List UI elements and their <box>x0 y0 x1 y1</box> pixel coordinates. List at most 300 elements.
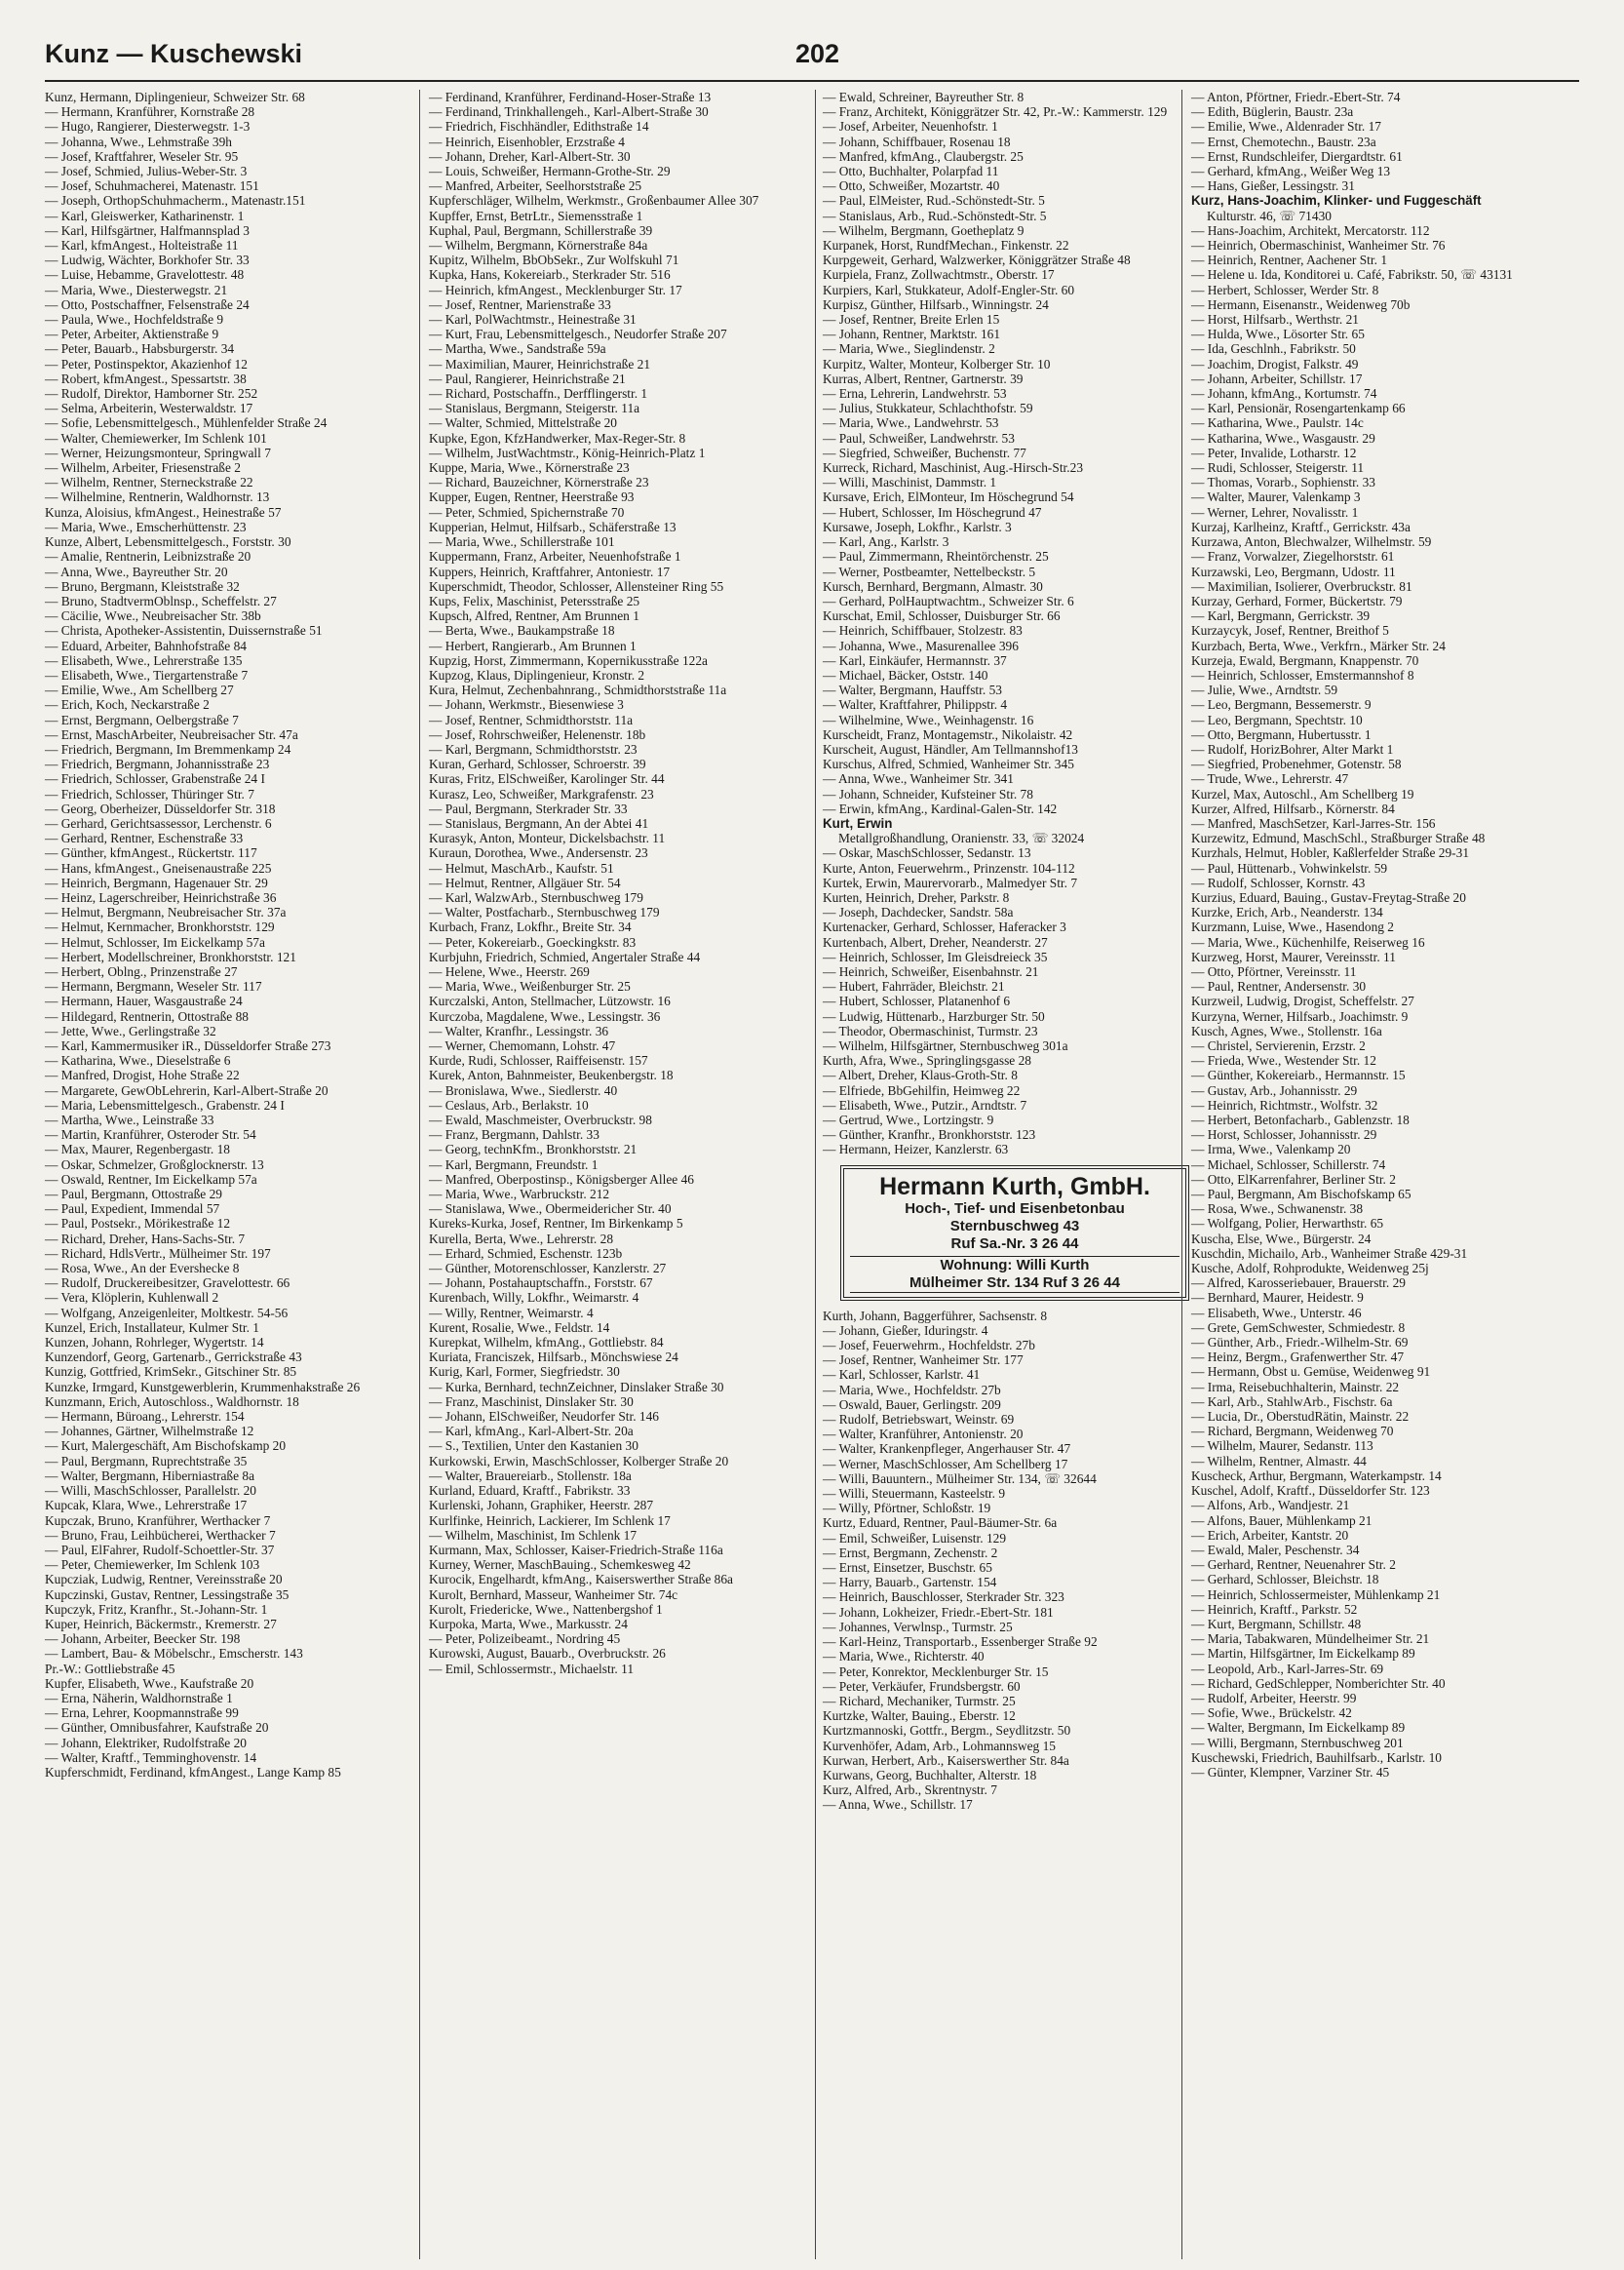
list-item: — Hermann, Büroang., Lehrerstr. 154 <box>45 1409 245 1425</box>
list-item: — Heinrich, Obermaschinist, Wanheimer Str. 76 <box>1191 238 1446 254</box>
list-item: — Paul, Schweißer, Landwehrstr. 53 <box>823 430 1015 446</box>
list-item: — Karl, WalzwArb., Sternbuschweg 179 <box>429 889 643 905</box>
list-item: — Erhard, Schmied, Eschenstr. 123b <box>429 1245 623 1261</box>
list-item: — Karl, Ang., Karlstr. 3 <box>823 534 949 550</box>
list-item: Kurzaycyk, Josef, Rentner, Breithof 5 <box>1191 623 1389 639</box>
list-item: Kurek, Anton, Bahnmeister, Beukenbergstr. 18 <box>429 1068 674 1083</box>
list-item: — Herbert, Rangierarb., Am Brunnen 1 <box>429 638 637 653</box>
list-item: — Heinrich, Eisenhobler, Erzstraße 4 <box>429 134 625 149</box>
list-item: — Günter, Klempner, Varziner Str. 45 <box>1191 1764 1390 1780</box>
list-item: — Hubert, Schlosser, Im Höschegrund 47 <box>823 504 1042 520</box>
list-item: Kunzig, Gottfried, KrimSekr., Gitschiner Str. 85 <box>45 1364 297 1380</box>
list-item: — Manfred, Arbeiter, Seelhorststraße 25 <box>429 178 642 194</box>
column-3-part-c <box>823 1309 1197 1813</box>
list-item: — Frieda, Wwe., Westender Str. 12 <box>1191 1053 1376 1069</box>
list-item: — Elisabeth, Wwe., Lehrerstraße 135 <box>45 652 243 668</box>
list-item: Kurtenacker, Gerhard, Schlosser, Haferacker 3 <box>823 920 1066 935</box>
list-item: — Karl-Heinz, Transportarb., Essenberger Straße 92 <box>823 1634 1098 1650</box>
list-item: Kuschewski, Friedrich, Bauhilfsarb., Karlstr. 10 <box>1191 1749 1442 1765</box>
list-item: — Heinz, Bergm., Grafenwerther Str. 47 <box>1191 1350 1405 1365</box>
list-item: Kuriata, Franciszek, Hilfsarb., Mönchswiese 24 <box>429 1350 678 1365</box>
list-item: — Johann, Rentner, Marktstr. 161 <box>823 327 1001 342</box>
list-item: — Ernst, Rundschleifer, Diergardtstr. 61 <box>1191 148 1403 164</box>
list-item: — Heinrich, Rentner, Aachener Str. 1 <box>1191 253 1388 268</box>
list-item: — Cäcilie, Wwe., Neubreisacher Str. 38b <box>45 608 261 624</box>
list-item: — Günther, kfmAngest., Rückertstr. 117 <box>45 845 257 861</box>
list-item: — Maria, Wwe., Warbruckstr. 212 <box>429 1187 610 1202</box>
list-item: Kurtzmannoski, Gottfr., Bergm., Seydlitzstr. 50 <box>823 1723 1071 1739</box>
list-item: — Maria, Wwe., Emscherhüttenstr. 23 <box>45 519 247 534</box>
list-item: Kurasyk, Anton, Monteur, Dickelsbachstr. 11 <box>429 831 666 846</box>
list-item: Kurig, Karl, Former, Siegfriedstr. 30 <box>429 1364 620 1380</box>
list-item: Kupzig, Horst, Zimmermann, Kopernikusstraße 122a <box>429 652 708 668</box>
list-item: — Walter, Bergmann, Hauffstr. 53 <box>823 683 1002 698</box>
list-item: — Ludwig, Hüttenarb., Harzburger Str. 50 <box>823 1008 1045 1024</box>
list-item: — Otto, Bergmann, Hubertusstr. 1 <box>1191 726 1372 742</box>
list-item: Kurlfinke, Heinrich, Lackierer, Im Schlenk 17 <box>429 1512 671 1528</box>
list-item: — Stanislawa, Wwe., Obermeidericher Str. 40 <box>429 1201 672 1217</box>
list-item: Kurscheidt, Franz, Montagemstr., Nikolaistr. 42 <box>823 726 1073 742</box>
list-item: — Paula, Wwe., Hochfeldstraße 9 <box>45 312 224 328</box>
list-item: Kurocik, Engelhardt, kfmAng., Kaiserswerther Straße 86a <box>429 1572 733 1587</box>
list-item: — Karl, Hilfsgärtner, Halfmannsplad 3 <box>45 222 250 238</box>
list-item: — Rudolf, Schlosser, Kornstr. 43 <box>1191 875 1366 890</box>
list-item: — Oswald, Rentner, Im Eickelkamp 57a <box>45 1171 257 1187</box>
list-item: — Gerhard, Gerichtsassessor, Lerchenstr. 6 <box>45 815 272 831</box>
list-item: Kuperschmidt, Theodor, Schlosser, Allensteiner Ring 55 <box>429 578 724 594</box>
list-item: — Helmut, Rentner, Allgäuer Str. 54 <box>429 875 621 890</box>
list-item: — Rudi, Schlosser, Steigerstr. 11 <box>1191 460 1365 476</box>
list-item: Kurzhals, Helmut, Hobler, Kaßlerfelder Straße 29-31 <box>1191 845 1470 861</box>
list-item: — Lucia, Dr., OberstudRätin, Mainstr. 22 <box>1191 1409 1410 1425</box>
list-item: — Elisabeth, Wwe., Putzir., Arndtstr. 7 <box>823 1097 1027 1113</box>
list-item: — Margarete, GewObLehrerin, Karl-Albert-Straße 20 <box>45 1082 329 1098</box>
list-item: — Bruno, Bergmann, Kleiststraße 32 <box>45 578 240 594</box>
page-header <box>45 39 1579 82</box>
list-item: Kupzog, Klaus, Diplingenieur, Kronstr. 2 <box>429 667 645 683</box>
list-item: — Peter, Verkäufer, Frundsbergstr. 60 <box>823 1678 1021 1694</box>
list-item: Kurth, Johann, Baggerführer, Sachsenstr. 8 <box>823 1308 1048 1323</box>
list-item: Kupke, Egon, KfzHandwerker, Max-Reger-Str. 8 <box>429 430 686 446</box>
list-item: — Ida, Geschlnh., Fabrikstr. 50 <box>1191 341 1356 357</box>
list-item: Kurzmann, Luise, Wwe., Hasendong 2 <box>1191 920 1394 935</box>
list-item: — Max, Maurer, Regenbergastr. 18 <box>45 1142 230 1157</box>
list-item: — Josef, Rohrschweißer, Helenenstr. 18b <box>429 726 646 742</box>
list-item: — Anton, Pförtner, Friedr.-Ebert-Str. 74 <box>1191 90 1401 104</box>
list-item: Kurpiela, Franz, Zollwachtmstr., Oberstr. 17 <box>823 267 1055 283</box>
list-item: — Josef, Rentner, Marienstraße 33 <box>429 296 611 312</box>
list-item: — Hubert, Fahrräder, Bleichstr. 21 <box>823 979 1005 995</box>
ad-title: Hermann Kurth, GmbH. <box>879 1172 1150 1200</box>
column-divider <box>815 90 816 2259</box>
list-item: — Amalie, Rentnerin, Leibnizstraße 20 <box>45 549 251 565</box>
list-item: — Willi, Bauuntern., Mülheimer Str. 134, ☏ 32644 <box>823 1470 1097 1486</box>
list-item: — Friedrich, Bergmann, Im Bremmenkamp 24 <box>45 741 291 757</box>
list-item: — Paul, Bergmann, Ruprechtstraße 35 <box>45 1453 248 1468</box>
list-item: — Peter, Chemiewerker, Im Schlenk 103 <box>45 1557 260 1573</box>
list-item: — Paul, Hüttenarb., Vohwinkelstr. 59 <box>1191 860 1388 876</box>
list-item: — Maximilian, Isolierer, Overbruckstr. 81 <box>1191 578 1412 594</box>
ad-line: Sternbuschweg 43 <box>949 1217 1080 1234</box>
list-item: — Bronislawa, Wwe., Siedlerstr. 40 <box>429 1082 618 1098</box>
list-item: Kursave, Erich, ElMonteur, Im Höschegrund 54 <box>823 489 1074 505</box>
column-4-part-a <box>1191 90 1581 193</box>
list-item: — Wilhelm, Bergmann, Körnerstraße 84a <box>429 238 648 254</box>
list-item: — Hubert, Schlosser, Platanenhof 6 <box>823 994 1011 1009</box>
list-item: — Richard, HdlsVertr., Mülheimer Str. 197 <box>45 1245 271 1261</box>
list-item: — Michael, Bäcker, Oststr. 140 <box>823 667 988 683</box>
list-item: — Ernst, MaschArbeiter, Neubreisacher Str. 47a <box>45 726 298 742</box>
list-item: — Herbert, Schlosser, Werder Str. 8 <box>1191 282 1379 297</box>
list-item: — Johann, Gießer, Iduringstr. 4 <box>823 1322 988 1338</box>
list-item: Kurzbach, Berta, Wwe., Verkfrn., Märker Str. 24 <box>1191 638 1446 653</box>
list-item: — Günther, Motorenschlosser, Kanzlerstr. 27 <box>429 1261 667 1276</box>
list-item: — Peter, Postinspektor, Akazienhof 12 <box>45 356 248 372</box>
list-item: — Julius, Stukkateur, Schlachthofstr. 59 <box>823 401 1033 416</box>
list-item: — Irma, Reisebuchhalterin, Mainstr. 22 <box>1191 1379 1400 1394</box>
list-item: — Richard, Postschaffn., Derfflingerstr. 1 <box>429 386 648 402</box>
list-item: — Thomas, Vorarb., Sophienstr. 33 <box>1191 475 1375 490</box>
advertisement-box <box>840 1165 1189 1301</box>
list-item: Kurzeja, Ewald, Bergmann, Knappenstr. 70 <box>1191 652 1419 668</box>
list-item: Kunzen, Johann, Rohrleger, Wygertstr. 14 <box>45 1335 264 1350</box>
list-item: Kupferschläger, Wilhelm, Werkmstr., Großenbaumer Allee 307 <box>429 193 759 209</box>
list-item: Kupcziak, Ludwig, Rentner, Vereinsstraße 20 <box>45 1572 283 1587</box>
list-item: — Kurt, Frau, Lebensmittelgesch., Neudorfer Straße 207 <box>429 327 727 342</box>
list-item: — Josef, Feuerwehrm., Hochfeldstr. 27b <box>823 1338 1035 1353</box>
list-item: — Ernst, Chemotechn., Baustr. 23a <box>1191 134 1376 149</box>
list-item: — Walter, Krankenpfleger, Angerhauser Str. 47 <box>823 1441 1071 1457</box>
list-item: — Jette, Wwe., Gerlingstraße 32 <box>45 1023 216 1038</box>
list-item: Kurschus, Alfred, Schmied, Wanheimer Str. 345 <box>823 757 1074 772</box>
list-item: — Irma, Wwe., Valenkamp 20 <box>1191 1142 1351 1157</box>
list-item: — Willi, Bergmann, Sternbuschweg 201 <box>1191 1735 1404 1750</box>
list-item: Kurtenbach, Albert, Dreher, Neanderstr. 27 <box>823 934 1048 950</box>
list-item: — Gerhard, Rentner, Neuenahrer Str. 2 <box>1191 1557 1396 1573</box>
list-item: — Herbert, Betonfacharb., Gablenzstr. 18 <box>1191 1113 1410 1128</box>
list-item: Kuras, Fritz, ElSchweißer, Karolinger Str. 44 <box>429 771 665 787</box>
list-item: — Hans, Gießer, Lessingstr. 31 <box>1191 178 1355 194</box>
list-item: — Katharina, Wwe., Wasgaustr. 29 <box>1191 430 1375 446</box>
list-item: Kuscha, Else, Wwe., Bürgerstr. 24 <box>1191 1231 1372 1246</box>
list-item: — Siegfried, Probenehmer, Gotenstr. 58 <box>1191 757 1402 772</box>
list-item: — Karl, PolWachtmstr., Heinestraße 31 <box>429 312 637 328</box>
list-item: Kunzel, Erich, Installateur, Kulmer Str. 1 <box>45 1319 259 1335</box>
list-item: — Gerhard, Rentner, Eschenstraße 33 <box>45 831 244 846</box>
list-item: — Hermann, Kranführer, Kornstraße 28 <box>45 104 255 120</box>
list-item: Kusch, Agnes, Wwe., Stollenstr. 16a <box>1191 1023 1382 1038</box>
list-item: — Heinrich, Bauschlosser, Sterkrader Str. 323 <box>823 1589 1064 1605</box>
list-item: — Emil, Schweißer, Luisenstr. 129 <box>823 1530 1007 1546</box>
list-item: — Stanislaus, Bergmann, An der Abtei 41 <box>429 815 649 831</box>
list-item: — Bruno, Frau, Leihbücherei, Werthacker 7 <box>45 1527 276 1543</box>
list-item: — Manfred, kfmAng., Claubergstr. 25 <box>823 148 1024 164</box>
list-item: — Gustav, Arb., Johannisstr. 29 <box>1191 1082 1358 1098</box>
list-item: — Paul, Bergmann, Ottostraße 29 <box>45 1187 222 1202</box>
list-item: — Johanna, Wwe., Lehmstraße 39h <box>45 134 233 149</box>
list-item: Kurde, Rudi, Schlosser, Raiffeisenstr. 157 <box>429 1053 648 1069</box>
list-item: Kurzel, Max, Autoschl., Am Schellberg 19 <box>1191 786 1414 802</box>
column-2 <box>429 90 807 1676</box>
list-item: Kurlenski, Johann, Graphiker, Heerstr. 287 <box>429 1498 654 1513</box>
list-item: — Franz, Maschinist, Dinslaker Str. 30 <box>429 1393 634 1409</box>
ad-line: Ruf Sa.-Nr. 3 26 44 <box>950 1234 1079 1252</box>
list-item: — Julie, Wwe., Arndtstr. 59 <box>1191 683 1338 698</box>
list-item: Kuschdin, Michailo, Arb., Wanheimer Straße 429-31 <box>1191 1245 1468 1261</box>
list-item: Kurpiers, Karl, Stukkateur, Adolf-Engler-Str. 60 <box>823 282 1075 297</box>
list-item: Kurent, Rosalie, Wwe., Feldstr. 14 <box>429 1319 610 1335</box>
list-item: — Rudolf, Druckereibesitzer, Gravelottestr. 66 <box>45 1275 290 1291</box>
list-item: Kurpgeweit, Gerhard, Walzwerker, Königgrätzer Straße 48 <box>823 253 1131 268</box>
list-item: Kurzawski, Leo, Bergmann, Udostr. 11 <box>1191 564 1396 579</box>
list-item: — Walter, Kranführer, Antonienstr. 20 <box>823 1427 1024 1442</box>
list-item: — Walter, Postfacharb., Sternbuschweg 179 <box>429 905 660 920</box>
list-item: — Stanislaus, Arb., Rud.-Schönstedt-Str. 5 <box>823 208 1047 223</box>
list-item: Kuppermann, Franz, Arbeiter, Neuenhofstraße 1 <box>429 549 681 565</box>
list-item: — Rudolf, Arbeiter, Heerstr. 99 <box>1191 1690 1357 1705</box>
list-item: — Heinz, Lagerschreiber, Heinrichstraße 36 <box>45 889 277 905</box>
list-item: — Hugo, Rangierer, Diesterwegstr. 1-3 <box>45 119 251 135</box>
list-item: — Eduard, Arbeiter, Bahnhofstraße 84 <box>45 638 247 653</box>
list-item: — Maximilian, Maurer, Heinrichstraße 21 <box>429 356 651 372</box>
list-item: — Grete, GemSchwester, Schmiedestr. 8 <box>1191 1319 1406 1335</box>
list-item: Kupka, Hans, Kokereiarb., Sterkrader Str. 516 <box>429 267 671 283</box>
list-item: — Oskar, MaschSchlosser, Sedanstr. 13 <box>823 845 1031 861</box>
list-item: — Elfriede, BbGehilfin, Heimweg 22 <box>823 1082 1021 1098</box>
list-item: — Werner, Heizungsmonteur, Springwall 7 <box>45 445 271 460</box>
list-item: — Heinrich, Bergmann, Hagenauer Str. 29 <box>45 875 268 890</box>
list-item: — Horst, Hilfsarb., Werthstr. 21 <box>1191 312 1359 328</box>
list-item: — Horst, Schlosser, Johannisstr. 29 <box>1191 1127 1377 1143</box>
list-item: — Alfred, Karosseriebauer, Brauerstr. 29 <box>1191 1275 1406 1291</box>
list-item: — Karl, Pensionär, Rosengartenkamp 66 <box>1191 401 1406 416</box>
list-item: Kupczak, Bruno, Kranführer, Werthacker 7 <box>45 1512 271 1528</box>
list-item: — Heinrich, Schlossermeister, Mühlenkamp 21 <box>1191 1586 1441 1602</box>
list-item: — Wilhelmine, Wwe., Weinhagenstr. 16 <box>823 712 1034 727</box>
list-item: — Maria, Wwe., Diesterwegstr. 21 <box>45 282 228 297</box>
list-item: — Josef, Arbeiter, Neuenhofstr. 1 <box>823 119 998 135</box>
list-item: — Gerhard, Schlosser, Bleichstr. 18 <box>1191 1572 1379 1587</box>
list-item: — Rudolf, Betriebswart, Weinstr. 69 <box>823 1412 1015 1428</box>
list-item: — Joseph, Dachdecker, Sandstr. 58a <box>823 905 1014 920</box>
list-item: — Friedrich, Fischhändler, Edithstraße 14 <box>429 119 649 135</box>
list-item: — Friedrich, Schlosser, Grabenstraße 24 I <box>45 771 265 787</box>
list-item: Kupitz, Wilhelm, BbObSekr., Zur Wolfskuhl 71 <box>429 253 679 268</box>
list-item: Kurtz, Eduard, Rentner, Paul-Bäumer-Str. 6a <box>823 1515 1058 1531</box>
list-item: — Johann, Schneider, Kufsteiner Str. 78 <box>823 786 1033 802</box>
list-item: — Emilie, Wwe., Aldenrader Str. 17 <box>1191 119 1381 135</box>
list-item: Kurth, Afra, Wwe., Springlingsgasse 28 <box>823 1053 1031 1069</box>
list-item: Kuppers, Heinrich, Kraftfahrer, Antoniestr. 17 <box>429 564 671 579</box>
list-item: — Johann, Werkmstr., Biesenwiese 3 <box>429 697 624 713</box>
list-item: — Werner, Postbeamter, Nettelbeckstr. 5 <box>823 564 1036 579</box>
list-item: — Walter, Bergmann, Im Eickelkamp 89 <box>1191 1720 1406 1736</box>
list-item: Kureks-Kurka, Josef, Rentner, Im Birkenkamp 5 <box>429 1216 683 1232</box>
list-item: — Helmut, Schlosser, Im Eickelkamp 57a <box>45 934 265 950</box>
list-item: Kups, Felix, Maschinist, Petersstraße 25 <box>429 593 640 608</box>
list-item: Kurte, Anton, Feuerwehrm., Prinzenstr. 104-112 <box>823 860 1075 876</box>
list-item: — Paul, ElMeister, Rud.-Schönstedt-Str. 5 <box>823 193 1045 209</box>
list-item: — Johann, Arbeiter, Schillstr. 17 <box>1191 371 1363 386</box>
list-item: Kurland, Eduard, Kraftf., Fabrikstr. 33 <box>429 1483 631 1499</box>
list-item: — Maria, Lebensmittelgesch., Grabenstr. 24 I <box>45 1097 285 1113</box>
list-item: — Wilhelm, Rentner, Sterneckstraße 22 <box>45 475 253 490</box>
list-item: — Maria, Wwe., Hochfeldstr. 27b <box>823 1382 1001 1397</box>
list-item: Kurzawa, Anton, Blechwalzer, Wilhelmstr. 59 <box>1191 534 1432 550</box>
list-item: — Rosa, Wwe., Schwanenstr. 38 <box>1191 1201 1364 1217</box>
list-item: — Wilhelm, JustWachtmstr., König-Heinrich-Platz 1 <box>429 445 706 460</box>
list-item: — Friedrich, Bergmann, Johannisstraße 23 <box>45 757 270 772</box>
header-rule <box>45 80 1579 82</box>
highlighted-name: Kurt, Erwin <box>823 815 893 831</box>
list-item: — Karl, Bergmann, Gerrickstr. 39 <box>1191 608 1371 624</box>
list-item: — Erich, Arbeiter, Kantstr. 20 <box>1191 1527 1349 1543</box>
list-item: — Hermann, Hauer, Wasgaustraße 24 <box>45 994 243 1009</box>
list-item: — Richard, Dreher, Hans-Sachs-Str. 7 <box>45 1231 246 1246</box>
list-item: — Heinrich, kfmAngest., Mecklenburger Str. 17 <box>429 282 682 297</box>
list-item: — Georg, technKfm., Bronkhorststr. 21 <box>429 1142 638 1157</box>
list-item: Kupczyk, Fritz, Kranfhr., St.-Johann-Str. 1 <box>45 1601 268 1617</box>
ad-line: Hoch-, Tief- und Eisenbetonbau <box>905 1199 1125 1217</box>
list-item: — Rudolf, Direktor, Hamborner Str. 252 <box>45 386 258 402</box>
list-item: Kurzewitz, Edmund, MaschSchl., Straßburger Straße 48 <box>1191 831 1486 846</box>
list-item: Kunzke, Irmgard, Kunstgewerblerin, Krummenhakstraße 26 <box>45 1379 361 1394</box>
list-item: — Heinrich, Schlosser, Emstermannshof 8 <box>1191 667 1414 683</box>
list-item: — Karl, Schlosser, Karlstr. 41 <box>823 1367 981 1383</box>
list-item: — Wilhelm, Rentner, Almastr. 44 <box>1191 1453 1367 1468</box>
list-item: Kuper, Heinrich, Bäckermstr., Kremerstr. 27 <box>45 1616 277 1631</box>
list-item: — Paul, Expedient, Immendal 57 <box>45 1201 220 1217</box>
list-item: Kurzyna, Werner, Hilfsarb., Joachimstr. 9 <box>1191 1008 1409 1024</box>
list-item: — Karl, Bergmann, Freundstr. 1 <box>429 1156 599 1172</box>
list-item: — Helmut, Bergmann, Neubreisacher Str. 37a <box>45 905 287 920</box>
list-item: — Franz, Vorwalzer, Ziegelhorststr. 61 <box>1191 549 1395 565</box>
list-item: — Bernhard, Maurer, Heidestr. 9 <box>1191 1290 1364 1306</box>
list-item: Kupffer, Ernst, BetrLtr., Siemensstraße 1 <box>429 208 643 223</box>
list-item: — Wolfgang, Anzeigenleiter, Moltkestr. 54-56 <box>45 1305 289 1320</box>
list-item: — Erna, Näherin, Waldhornstraße 1 <box>45 1690 233 1705</box>
list-item: — Johann, Postahauptschaffn., Forststr. 67 <box>429 1275 653 1291</box>
list-item: Kurzer, Alfred, Hilfsarb., Körnerstr. 84 <box>1191 801 1395 816</box>
list-item: — Johannes, Gärtner, Wilhelmstraße 12 <box>45 1424 254 1439</box>
list-item: Kurzaj, Karlheinz, Kraftf., Gerrickstr. 43a <box>1191 519 1411 534</box>
list-item: Kuscheck, Arthur, Bergmann, Waterkampstr. 14 <box>1191 1468 1442 1483</box>
list-item: — Hulda, Wwe., Lösorter Str. 65 <box>1191 327 1365 342</box>
list-item: — Berta, Wwe., Baukampstraße 18 <box>429 623 615 639</box>
list-item: — Christa, Apotheker-Assistentin, Duissernstraße 51 <box>45 623 323 639</box>
column-3-part-a <box>823 90 1197 816</box>
list-item: Kurmann, Max, Schlosser, Kaiser-Friedrich-Straße 116a <box>429 1542 723 1557</box>
list-item: — Otto, ElKarrenfahrer, Berliner Str. 2 <box>1191 1171 1396 1187</box>
list-item: — Ewald, Maler, Peschenstr. 34 <box>1191 1542 1360 1557</box>
highlighted-name: Kurz, Hans-Joachim, Klinker- und Fuggeschäft <box>1191 193 1482 209</box>
list-item: Kurasz, Leo, Schweißer, Markgrafenstr. 23 <box>429 786 654 802</box>
list-item: — Martha, Wwe., Sandstraße 59a <box>429 341 606 357</box>
list-item: — Johann, Elektriker, Rudolfstraße 20 <box>45 1735 247 1750</box>
list-item: — Johann, kfmAng., Kortumstr. 74 <box>1191 386 1377 402</box>
page-title: Kunz — Kuschewski <box>45 39 303 68</box>
list-item: Kurney, Werner, MaschBauing., Schemkesweg 42 <box>429 1557 691 1573</box>
list-item: — Emil, Schlossermstr., Michaelstr. 11 <box>429 1661 635 1676</box>
list-item: — Selma, Arbeiterin, Westerwaldstr. 17 <box>45 401 253 416</box>
list-item: — Erna, Lehrer, Koopmannstraße 99 <box>45 1705 239 1721</box>
list-item: — Wilhelmine, Rentnerin, Waldhornstr. 13 <box>45 489 270 505</box>
list-item: — Martin, Hilfsgärtner, Im Eickelkamp 89 <box>1191 1646 1415 1662</box>
list-item: — Maria, Wwe., Richterstr. 40 <box>823 1649 985 1664</box>
list-item: Kupcak, Klara, Wwe., Lehrerstraße 17 <box>45 1498 248 1513</box>
list-item: — Heinrich, Schweißer, Eisenbahnstr. 21 <box>823 963 1039 979</box>
list-item: — Anna, Wwe., Wanheimer Str. 341 <box>823 771 1014 787</box>
list-item: Kupferschmidt, Ferdinand, kfmAngest., Lange Kamp 85 <box>45 1764 341 1780</box>
list-item: — Kurka, Bernhard, technZeichner, Dinslaker Straße 30 <box>429 1379 724 1394</box>
list-item: Kurzke, Erich, Arb., Neanderstr. 134 <box>1191 905 1383 920</box>
list-item: Kursch, Bernhard, Bergmann, Almastr. 30 <box>823 578 1043 594</box>
list-item: — Ludwig, Wächter, Borkhofer Str. 33 <box>45 253 250 268</box>
list-item: Kurwans, Georg, Buchhalter, Alterstr. 18 <box>823 1767 1037 1782</box>
entry-detail: Metallgroßhandlung, Oranienstr. 33, ☏ 32024 <box>838 831 1085 846</box>
list-item: Kunze, Albert, Lebensmittelgesch., Forststr. 30 <box>45 534 291 550</box>
list-item: Kurolt, Bernhard, Masseur, Wanheimer Str. 74c <box>429 1586 678 1602</box>
list-item: — Georg, Oberheizer, Düsseldorfer Str. 318 <box>45 801 276 816</box>
list-item: — Paul, Postsekr., Mörikestraße 12 <box>45 1216 231 1232</box>
list-item: Kurzius, Eduard, Bauing., Gustav-Freytag-Straße 20 <box>1191 889 1466 905</box>
list-item: — Otto, Pförtner, Vereinsstr. 11 <box>1191 963 1357 979</box>
list-item: Kurscheit, August, Händler, Am Tellmannshof13 <box>823 741 1078 757</box>
list-item: Kupper, Eugen, Rentner, Heerstraße 93 <box>429 489 635 505</box>
list-item: — Paul, ElFahrer, Rudolf-Schoettler-Str. 37 <box>45 1542 275 1557</box>
list-item: — Werner, Lehrer, Novalisstr. 1 <box>1191 504 1359 520</box>
list-item: — Walter, Bergmann, Hiberniastraße 8a <box>45 1468 255 1483</box>
list-item: Kunz, Hermann, Diplingenieur, Schweizer Str. 68 <box>45 90 305 104</box>
list-item: — Emilie, Wwe., Am Schellberg 27 <box>45 683 234 698</box>
list-item: — Maria, Wwe., Weißenburger Str. 25 <box>429 979 631 995</box>
list-item: Kurenbach, Willy, Lokfhr., Weimarstr. 4 <box>429 1290 639 1306</box>
list-item: — Manfred, Drogist, Hohe Straße 22 <box>45 1068 240 1083</box>
list-item: — Josef, Schmied, Julius-Weber-Str. 3 <box>45 164 248 179</box>
list-item: — Herbert, Modellschreiner, Bronkhorststr. 121 <box>45 949 296 964</box>
page-number: 202 <box>795 39 840 68</box>
list-item: — Leo, Bergmann, Spechtstr. 10 <box>1191 712 1363 727</box>
list-item: — Robert, kfmAngest., Spessartstr. 38 <box>45 371 247 386</box>
list-item: — Joseph, OrthopSchuhmacherm., Matenastr.151 <box>45 193 306 209</box>
list-item: — Alfons, Bauer, Mühlenkamp 21 <box>1191 1512 1373 1528</box>
list-item: — Otto, Postschaffner, Felsenstraße 24 <box>45 296 250 312</box>
list-item: — Peter, Polizeibeamt., Nordring 45 <box>429 1631 621 1647</box>
list-item: Kurzweg, Horst, Maurer, Vereinsstr. 11 <box>1191 949 1396 964</box>
list-item: — Heinrich, Richtmstr., Wolfstr. 32 <box>1191 1097 1378 1113</box>
list-item: — Walter, Kraftf., Temminghovenstr. 14 <box>45 1749 257 1765</box>
list-item: Kurreck, Richard, Maschinist, Aug.-Hirsch-Str.23 <box>823 460 1084 476</box>
list-item: — Josef, Rentner, Wanheimer Str. 177 <box>823 1352 1024 1368</box>
list-item: — Peter, Konrektor, Mecklenburger Str. 15 <box>823 1663 1049 1679</box>
list-item: — Vera, Klöplerin, Kuhlenwall 2 <box>45 1290 219 1306</box>
list-item: — Richard, Bergmann, Weidenweg 70 <box>1191 1424 1394 1439</box>
list-item: — Walter, Chemiewerker, Im Schlenk 101 <box>45 430 267 446</box>
list-item: Kurvenhöfer, Adam, Arb., Lohmannsweg 15 <box>823 1738 1056 1753</box>
list-item: — Paul, Bergmann, Sterkrader Str. 33 <box>429 801 628 816</box>
list-item <box>823 816 1197 845</box>
list-item: — Karl, kfmAngest., Holteistraße 11 <box>45 238 239 254</box>
list-item: — Harry, Bauarb., Gartenstr. 154 <box>823 1575 997 1590</box>
list-item: — Willy, Rentner, Weimarstr. 4 <box>429 1305 594 1320</box>
list-item: — Walter, Kranfhr., Lessingstr. 36 <box>429 1023 609 1038</box>
list-item: — Ferdinand, Trinkhallengeh., Karl-Albert-Straße 30 <box>429 104 709 120</box>
list-item: — Franz, Architekt, Königgrätzer Str. 42, Pr.-W.: Kammerstr. 129 <box>823 104 1168 120</box>
list-item: — Johann, Dreher, Karl-Albert-Str. 30 <box>429 148 631 164</box>
list-item: Kurpoka, Marta, Wwe., Markusstr. 24 <box>429 1616 628 1631</box>
list-item: — Walter, Kraftfahrer, Philippstr. 4 <box>823 697 1008 713</box>
list-item: — Sofie, Lebensmittelgesch., Mühlenfelder Straße 24 <box>45 415 328 431</box>
